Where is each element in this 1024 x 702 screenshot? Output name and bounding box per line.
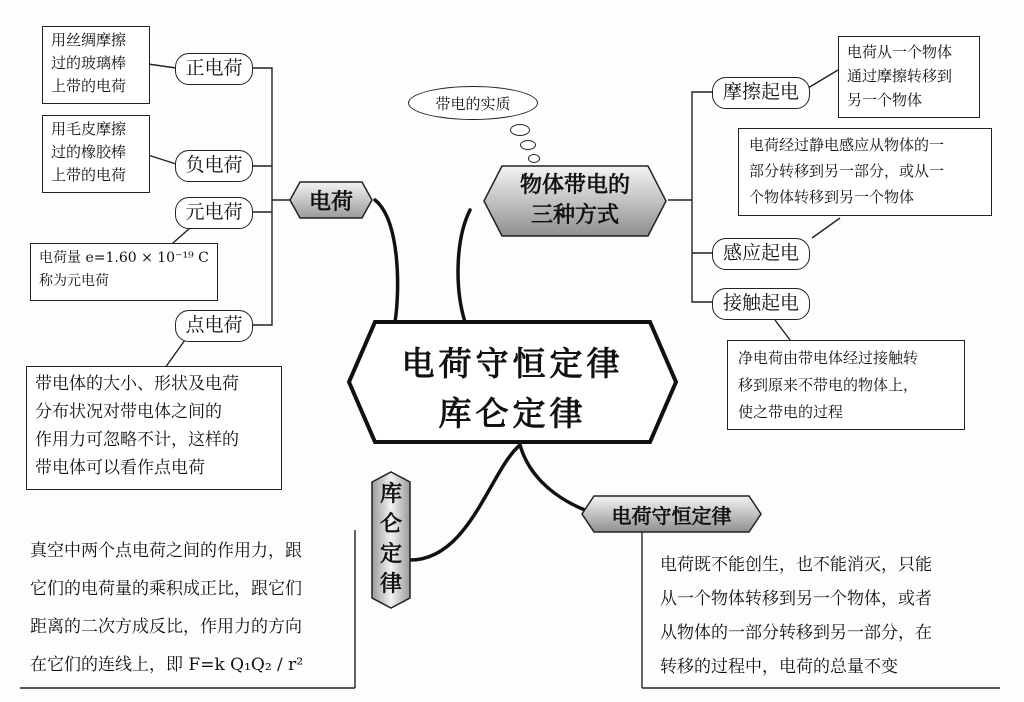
center-title-line1: 电荷守恒定律: [401, 344, 624, 383]
elementary-charge-desc: 电荷量 e=1.60 × 10⁻¹⁹ C 称为元电荷: [30, 243, 218, 301]
thought-dot-3: [528, 154, 540, 163]
methods-hex: [482, 164, 668, 238]
conservation-hex: 电荷守恒定律: [580, 494, 763, 534]
methods-title-line2: 三种方式: [530, 203, 619, 228]
thought-dot-2: [520, 140, 536, 150]
methods-title-line1: 物体带电的: [519, 173, 630, 198]
friction-desc: 电荷从一个物体 通过摩擦转移到 另一个物体: [838, 36, 980, 118]
positive-charge-desc: 用丝绸摩擦 过的玻璃棒 上带的电荷: [42, 26, 150, 104]
point-charge-node: 点电荷: [175, 310, 253, 342]
contact-desc: 净电荷由带电体经过接触转 移到原来不带电的物体上， 使之带电的过程: [727, 340, 965, 430]
positive-charge-node: 正电荷: [175, 53, 253, 85]
friction-node: 摩擦起电: [712, 77, 810, 109]
center-title: [345, 318, 680, 446]
negative-charge-desc: 用毛皮摩擦 过的橡胶棒 上带的电荷: [42, 115, 150, 193]
elementary-charge-node: 元电荷: [175, 197, 253, 229]
center-title-line2: 库仑定律: [438, 394, 587, 433]
conservation-desc: 电荷既不能创生，也不能消灭，只能 从一个物体转移到另一个物体，或者 从物体的一部分转移到另一部分，在 转移的过程中，电荷的总量不变: [660, 555, 932, 677]
charge-hex: 电荷: [288, 180, 374, 220]
thought-dot-1: [510, 124, 530, 136]
thought-bubble: 带电的实质: [408, 86, 538, 120]
induction-desc: 电荷经过静电感应从物体的一 部分转移到另一部分，或从一 个物体转移到另一个物体: [738, 128, 992, 216]
coulomb-hex: 库仑定律: [370, 470, 412, 610]
point-charge-desc: 带电体的大小、形状及电荷 分布状况对带电体之间的 作用力可忽略不计，这样的 带电体可以看作点电荷: [26, 366, 282, 490]
coulomb-desc: 真空中两个点电荷之间的作用力，跟 它们的电荷量的乘积成正比，跟它们 距离的二次方成反比，作用力的方向 在它们的连线上，即 F=k Q₁Q₂ / r²: [30, 541, 304, 675]
induction-node: 感应起电: [712, 238, 810, 270]
contact-node: 接触起电: [712, 288, 810, 320]
negative-charge-node: 负电荷: [175, 150, 253, 182]
